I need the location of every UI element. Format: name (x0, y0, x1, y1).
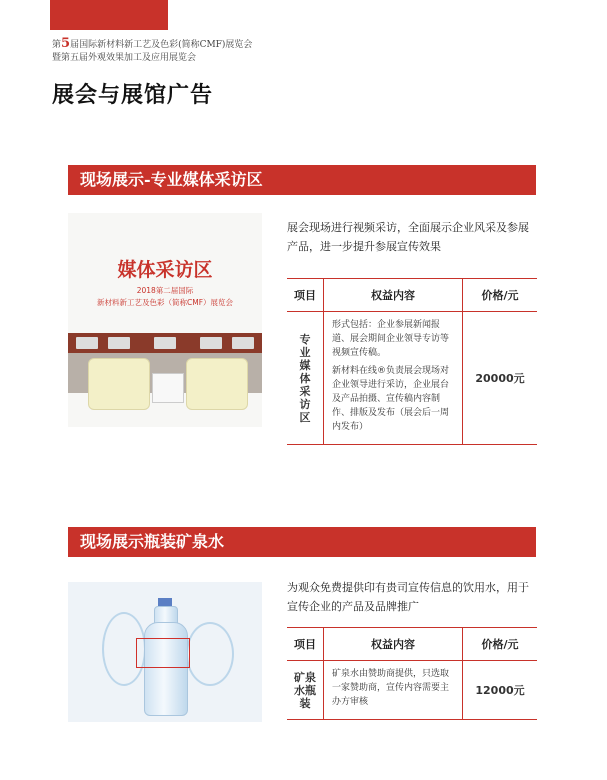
booth-subtitle-1: 2018第二届国际 (136, 286, 194, 295)
logo-tile (108, 337, 130, 349)
content-paragraph: 矿泉水由赞助商提供，只选取一家赞助商，宣传内容需要主办方审核 (332, 669, 450, 707)
content-cell (324, 312, 463, 445)
col-header-price: 价格/元 (463, 279, 538, 312)
item-cell (287, 312, 324, 445)
content-cell (324, 661, 463, 720)
water-splash (186, 622, 234, 686)
item-name: 专业媒体采访区 (299, 332, 311, 424)
booth-subtitle-2: 新材料新工艺及色彩（简称CMF）展览会 (96, 298, 234, 307)
logo-tile (76, 337, 98, 349)
table-row (287, 312, 537, 445)
side-table (152, 373, 184, 403)
media-zone-photo (68, 213, 262, 427)
event-name-line1: 第5届国际新材料新工艺及色彩(简称CMF)展览会 (52, 36, 253, 51)
price: 12000元 (463, 661, 538, 720)
section-header-media-zone (68, 165, 536, 195)
col-header-price: 价格/元 (463, 628, 538, 661)
section-title: 现场展示瓶装矿泉水 (80, 532, 225, 551)
table-row (287, 661, 537, 720)
page-title: 展会与展馆广告 (52, 82, 214, 108)
col-header-content: 权益内容 (324, 628, 463, 661)
bottle-cap (158, 598, 172, 606)
col-header-item: 项目 (287, 628, 324, 661)
content-paragraph: 新材料在线®负责展会现场对企业领导进行采访，企业展台及产品拍摄、宣传稿内容制作、排版及发布（展会后一周内发布） (332, 366, 450, 432)
section-intro: 为观众免费提供印有贵司宣传信息的饮用水，用于宣传企业的产品及品牌推广 (287, 581, 529, 613)
section-intro: 展会现场进行视频采访，全面展示企业风采及参展产品，进一步提升参展宣传效果 (287, 221, 529, 253)
label-highlight (136, 638, 190, 668)
section-header-water (68, 527, 536, 557)
col-header-item: 项目 (287, 279, 324, 312)
content-paragraph: 形式包括：企业参展新闻报道、展会期间企业领导专访等视频宣传稿。 (332, 320, 450, 358)
logo-tile (232, 337, 254, 349)
item-name: 矿泉水瓶装 (294, 670, 316, 710)
col-header-content: 权益内容 (324, 279, 463, 312)
logo-tile (200, 337, 222, 349)
sofa-left (88, 358, 150, 410)
booth-title: 媒体采访区 (117, 259, 213, 281)
header-color-block (50, 0, 168, 30)
water-bottle-photo (68, 582, 262, 722)
rights-table (287, 627, 537, 720)
event-name-line2: 暨第五届外观效果加工及应用展览会 (52, 53, 197, 63)
sofa-right (186, 358, 248, 410)
logo-tile (154, 337, 176, 349)
section-title: 现场展示-专业媒体采访区 (80, 170, 263, 189)
item-cell (287, 661, 324, 720)
price: 20000元 (463, 312, 538, 445)
bottle-body (144, 622, 188, 716)
rights-table (287, 278, 537, 445)
